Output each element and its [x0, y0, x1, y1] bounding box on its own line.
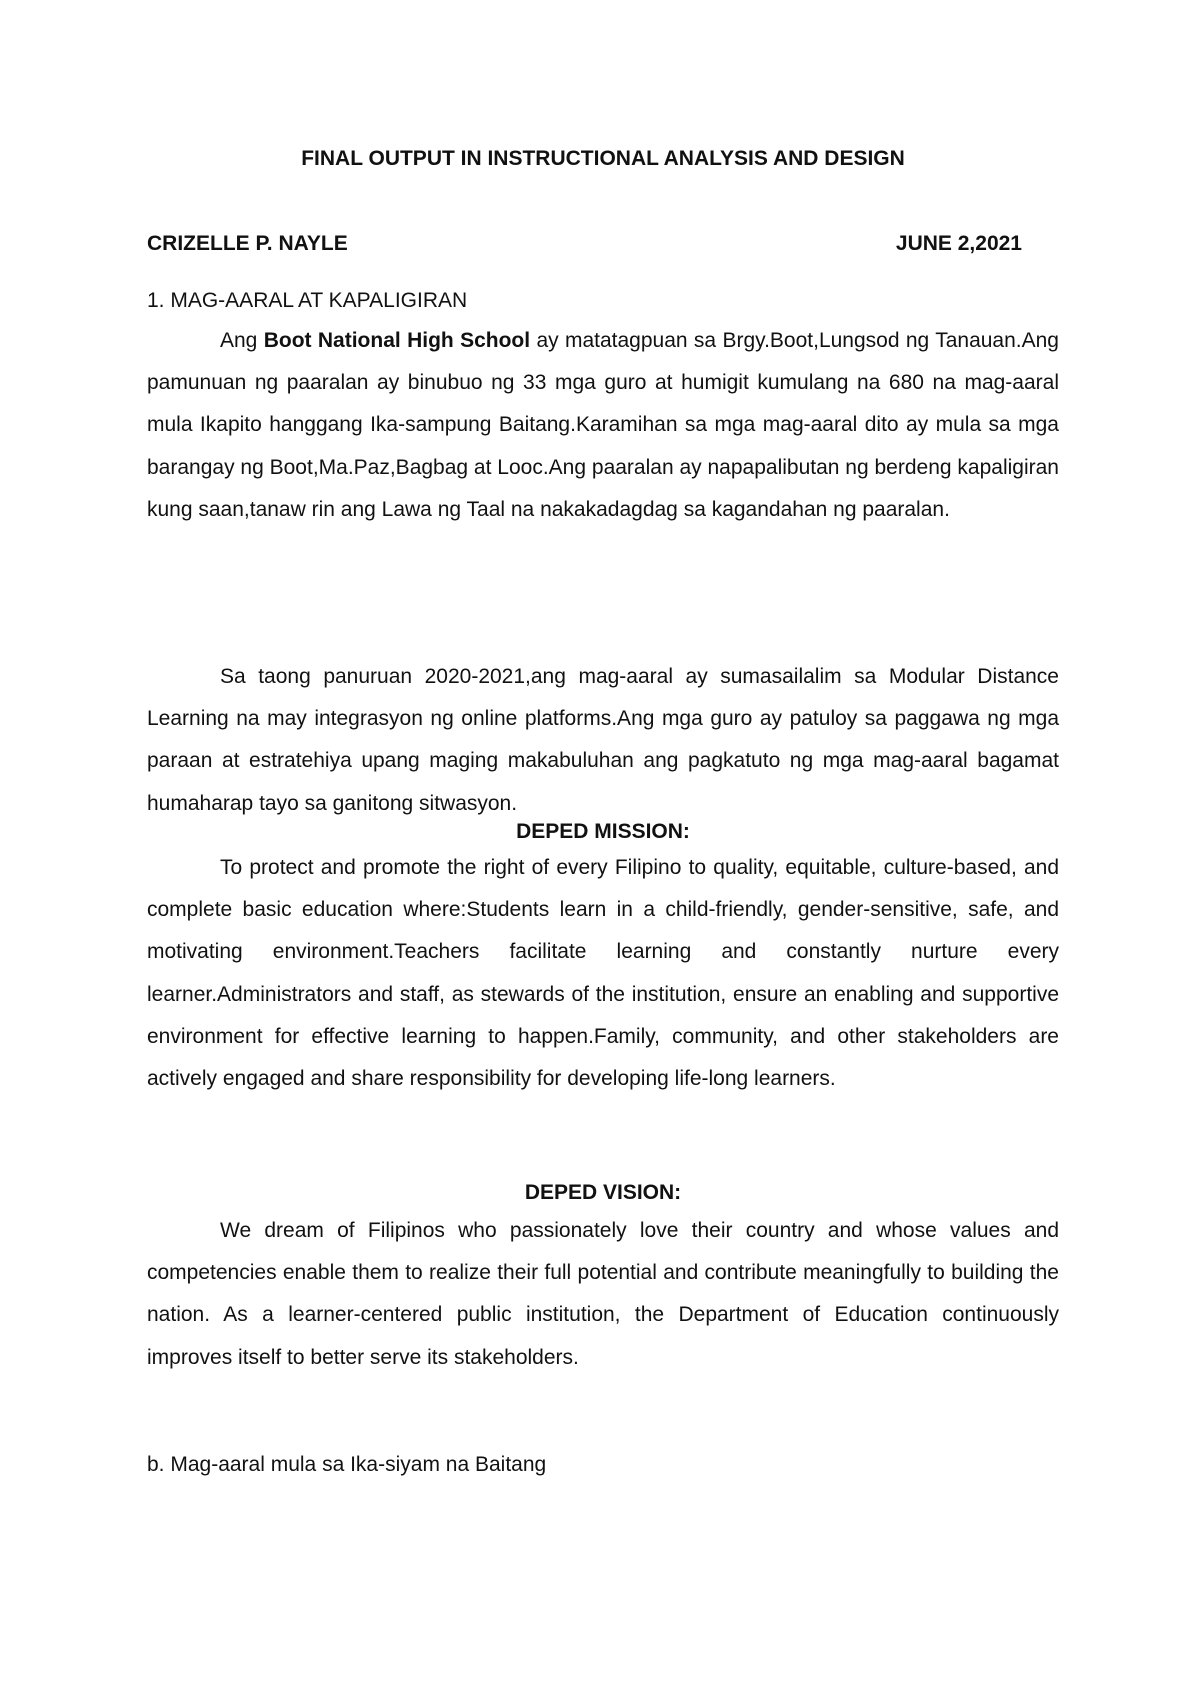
author-name: CRIZELLE P. NAYLE: [147, 232, 348, 255]
vision-text: We dream of Filipinos who passionately love their country and whose values and competencies enable them to realize their full potential and contribute meaningfully to building the nation. As a learner-centered public institution, the Department of Education continuously improves itself to better serve its stakeholders.: [147, 1219, 1059, 1369]
para1-prefix: Ang: [220, 329, 264, 352]
document-date: JUNE 2,2021: [895, 232, 1022, 255]
school-name: Boot National High School: [263, 329, 531, 352]
paragraph-school-description: [147, 320, 1059, 531]
paragraph-learning-modality: Sa taong panuruan 2020-2021,ang mag-aaral ay sumasailalim sa Modular Distance Learning na may integrasyon ng online platforms.Ang mga guro ay patuloy sa paggawa ng mga paraan at estratehiya upang maging makabuluhan ang pagkatuto ng mga mag-aaral bagamat humaharap tayo sa ganitong sitwasyon.: [147, 665, 1059, 815]
vision-heading: DEPED VISION:: [524, 1181, 682, 1204]
subsection-b-heading: b. Mag-aaral mula sa Ika-siyam na Baitang: [147, 1453, 547, 1476]
section-1-heading: 1. MAG-AARAL AT KAPALIGIRAN: [147, 289, 468, 312]
mission-heading: DEPED MISSION:: [516, 820, 690, 843]
document-title: FINAL OUTPUT IN INSTRUCTIONAL ANALYSIS AND DESIGN: [301, 147, 905, 170]
para1-rest: ay matatagpuan sa Brgy.Boot,Lungsod ng Tanauan.Ang pamunuan ng paaralan ay binubuo ng 33 mga guro at humigit kumulang na 680 na mag-aaral mula Ikapito hanggang Ika-sampung Baitang.Karamihan sa mga mag-aaral dito ay mula sa mga barangay ng Boot,Ma.Paz,Bagbag at Looc.Ang paaralan ay napapalibutan ng berdeng kapaligiran kung saan,tanaw rin ang Lawa ng Taal na nakakadagdag sa kagandahan ng paaralan.: [147, 329, 1059, 521]
mission-text: To protect and promote the right of every Filipino to quality, equitable, culture-based, and complete basic education where:Students learn in a child-friendly, gender-sensitive, safe, and motivating environment.Teachers facilitate learning and constantly nurture every learner.Administrators and staff, as stewards of the institution, ensure an enabling and supportive environment for effective learning to happen.Family, community, and other stakeholders are actively engaged and share responsibility for developing life-long learners.: [147, 856, 1059, 1091]
